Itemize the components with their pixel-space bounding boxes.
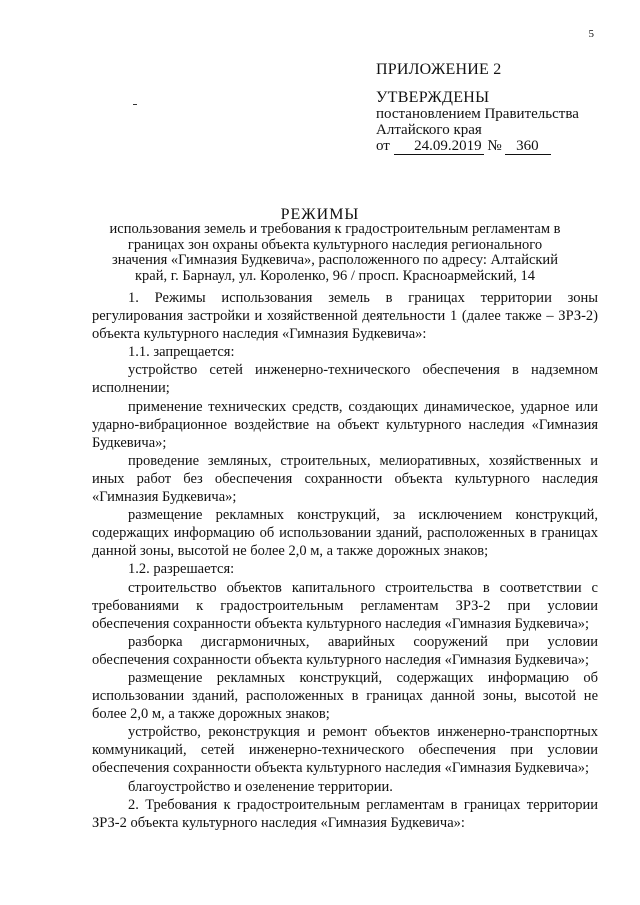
number-label: № — [487, 138, 502, 154]
paragraph: проведение земляных, строительных, мелиоративных, хозяйственных и иных работ без обеспечения сохранности объекта культурного наследия «Гимназия Будкевича»; — [92, 452, 598, 506]
paragraph: устройство, реконструкция и ремонт объектов инженерно-транспортных коммуникаций, сетей инженерно-технического обеспечения при условии обеспечения сохранности объекта культурного наследия «Гимназия Будкевича»; — [92, 724, 598, 777]
scan-speck — [133, 104, 137, 105]
document-body — [92, 289, 598, 832]
from-label: от — [376, 138, 390, 154]
paragraph: 1.1. запрещается: — [128, 344, 235, 361]
approval-line-1: постановлением Правительства — [376, 106, 579, 122]
approval-block — [376, 62, 606, 155]
appendix-heading: ПРИЛОЖЕНИЕ 2 — [376, 61, 502, 78]
paragraph: размещение рекламных конструкций, за исключением конструкций, содержащих информацию об использовании зданий, расположенных в границах данной зоны, высотой не более 2,0 м, а также дорожных знаков; — [92, 507, 598, 560]
page-number: 5 — [588, 28, 594, 40]
paragraph: размещение рекламных конструкций, содержащих информацию об использовании зданий, расположенных в границах данной зоны, высотой не более 2,0 м, а также дорожных знаков; — [92, 669, 598, 723]
approval-date: 24.09.2019 — [394, 138, 484, 155]
paragraph: разборка дисгармоничных, аварийных сооружений при условии обеспечения сохранности объекта культурного наследия «Гимназия Будкевича»; — [92, 633, 598, 668]
approval-line-2: Алтайского края — [376, 122, 482, 138]
paragraph: благоустройство и озеленение территории. — [128, 778, 393, 795]
paragraph: 1.2. разрешается: — [128, 561, 235, 578]
paragraph: строительство объектов капитального строительства в соответствии с требованиями к градостроительным регламентам ЗРЗ-2 при условии обеспечения сохранности объекта культурного наследия «Гимназия Будкевича»; — [92, 579, 598, 632]
document-title: РЕЖИМЫ — [280, 206, 360, 223]
paragraph: 1. Режимы использования земель в границах территории зоны регулирования застройки и хозяйственной деятельности 1 (далее также – ЗРЗ-2) объекта культурного наследия «Гимназия Будкевича»: — [92, 290, 598, 343]
paragraph: применение технических средств, создающих динамическое, ударное или ударно-вибрационное воздействие на объект культурного наследия «Гимназия Будкевича»; — [92, 398, 598, 451]
paragraph: устройство сетей инженерно-технического обеспечения в надземном исполнении; — [92, 362, 598, 397]
approved-heading: УТВЕРЖДЕНЫ — [376, 89, 490, 106]
document-subtitle: использования земель и требования к градостроительным регламентам в границах зон охраны объекта культурного наследия регионального значения «Гимназия Будкевича», расположенного по адресу: Алтайский край, г. Барнаул, ул. Короленко, 96 / просп. Красноармейский, 14 — [109, 221, 561, 284]
paragraph: 2. Требования к градостроительным регламентам в границах территории ЗРЗ-2 объекта культурного наследия «Гимназия Будкевича»: — [92, 796, 598, 831]
approval-number: 360 — [505, 138, 551, 155]
approval-date-line — [376, 138, 606, 155]
